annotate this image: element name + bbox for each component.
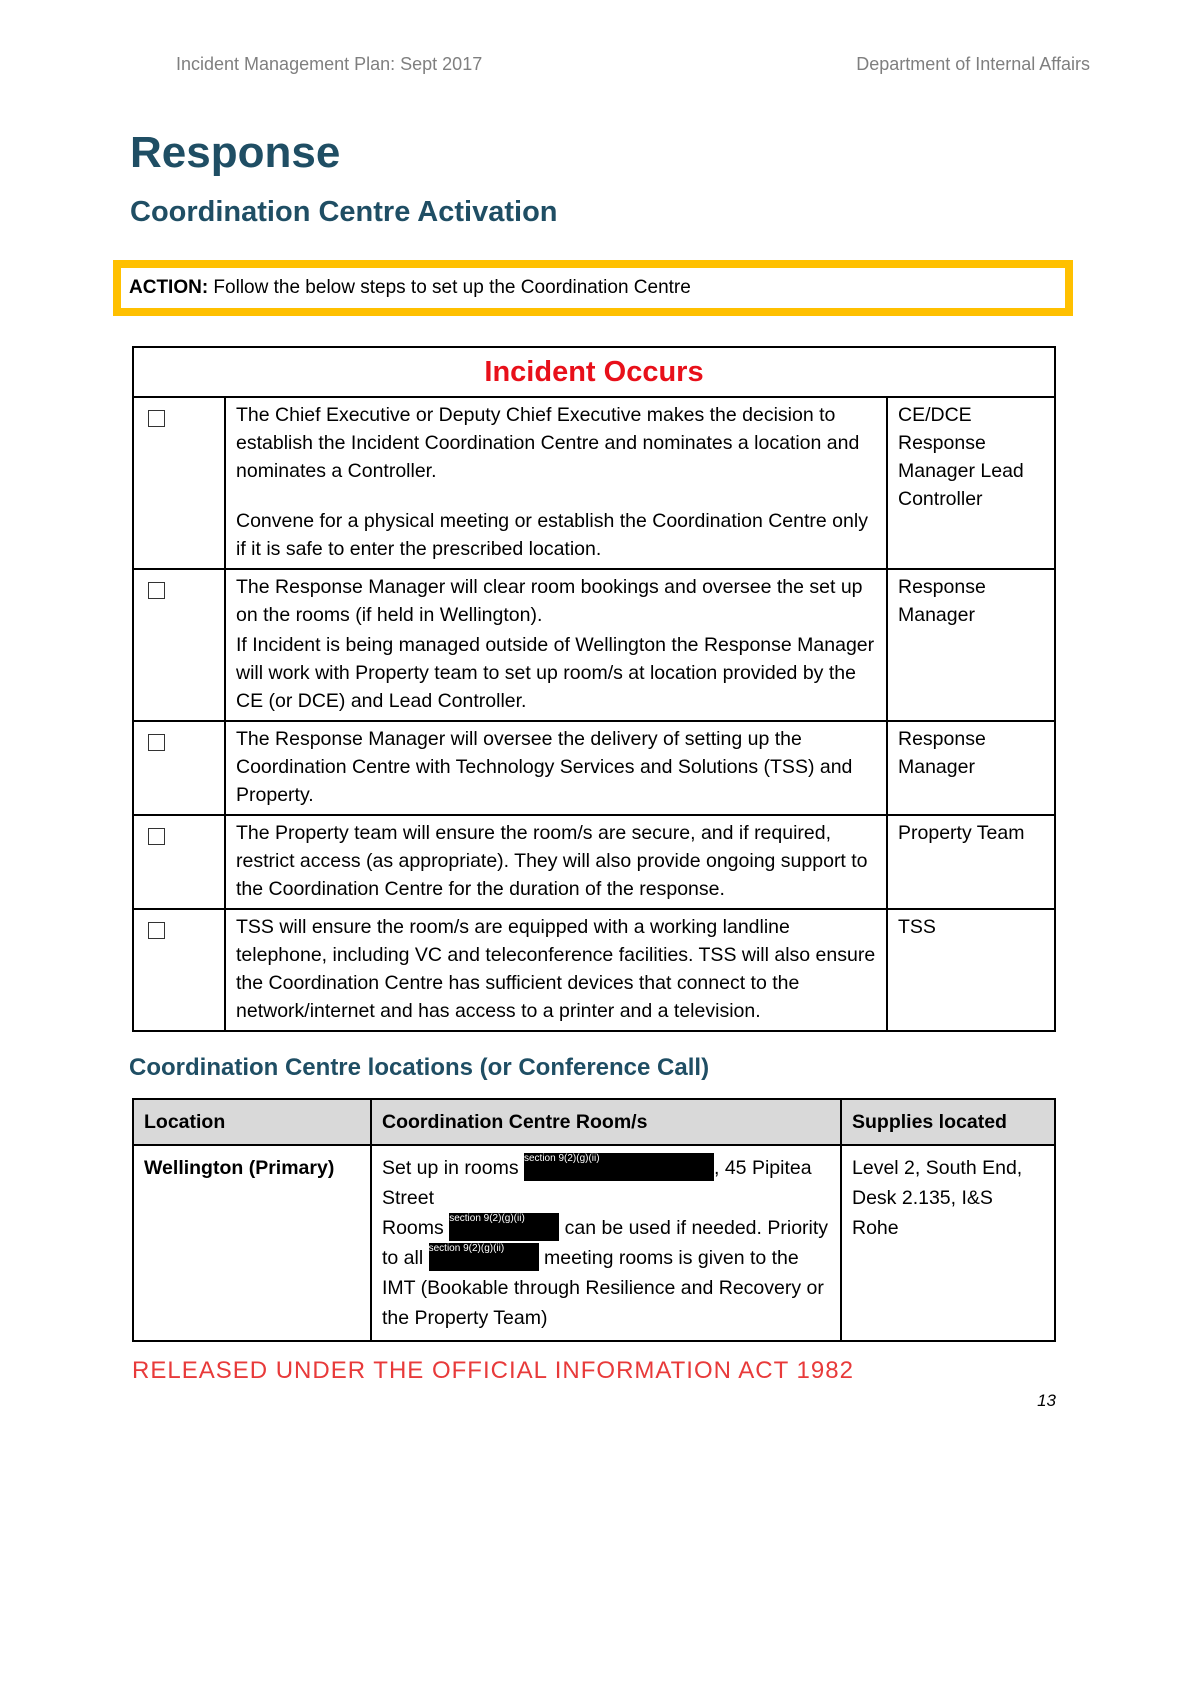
checkbox[interactable] xyxy=(148,734,165,751)
rooms-text: meeting rooms is given to the IMT (Bookable through Resilience and Recovery or the Property Team) xyxy=(382,1247,824,1329)
content-flow xyxy=(129,346,1056,1412)
header-document-title: Incident Management Plan: Sept 2017 xyxy=(176,54,483,74)
table-row xyxy=(133,1145,1055,1341)
release-watermark: RELEASED UNDER THE OFFICIAL INFORMATION ACT 1982 xyxy=(132,1357,854,1384)
checkbox[interactable] xyxy=(148,828,165,845)
table-row xyxy=(133,909,1055,1031)
action-text: Follow the below steps to set up the Coordination Centre xyxy=(208,277,691,298)
step-owner: TSS xyxy=(887,909,1055,1031)
checkbox[interactable] xyxy=(148,582,165,599)
checkbox[interactable] xyxy=(148,410,165,427)
column-header: Coordination Centre Room/s xyxy=(371,1099,841,1145)
action-callout xyxy=(113,260,1073,316)
column-header: Location xyxy=(133,1099,371,1145)
step-owner: Response Manager xyxy=(887,721,1055,815)
section-title: Coordination Centre Activation xyxy=(130,196,558,228)
table-row xyxy=(133,721,1055,815)
redaction-block: section 9(2)(g)(ii) xyxy=(449,1213,559,1241)
action-label: ACTION: xyxy=(129,277,209,298)
column-header: Supplies located xyxy=(841,1099,1055,1145)
redaction-block: section 9(2)(g)(ii) xyxy=(524,1153,714,1181)
table-row xyxy=(133,397,1055,569)
table-row xyxy=(133,815,1055,909)
step-text: The Property team will ensure the room/s are secure, and if required, restrict access (as appropriate). They will also provide ongoing support to the Coordination Centre for the duration of the response. xyxy=(225,815,887,909)
checklist-title: Incident Occurs xyxy=(133,347,1055,397)
step-owner: CE/DCE Response Manager Lead Controller xyxy=(887,397,1055,569)
step-text: The Response Manager will clear room bookings and oversee the set up on the rooms (if held in Wellington). xyxy=(236,576,863,626)
locations-heading: Coordination Centre locations (or Conference Call) xyxy=(129,1054,710,1081)
checkbox[interactable] xyxy=(148,922,165,939)
step-text-2: If Incident is being managed outside of Wellington the Response Manager will work with Property team to set up room/s at location provided by the CE (or DCE) and Lead Controller. xyxy=(236,634,875,712)
step-owner: Property Team xyxy=(887,815,1055,909)
step-owner: Response Manager xyxy=(887,569,1055,721)
location-name: Wellington (Primary) xyxy=(144,1157,335,1179)
rooms-text: Set up in rooms xyxy=(382,1157,519,1179)
rooms-text: Rooms xyxy=(382,1217,444,1239)
rooms-text: can be used if needed. Priority to all xyxy=(382,1217,829,1269)
supplies-location: Level 2, South End, Desk 2.135, I&S Rohe xyxy=(841,1145,1055,1341)
step-text-2: Convene for a physical meeting or establish the Coordination Centre only if it is safe to enter the prescribed location. xyxy=(236,510,868,560)
step-text: The Response Manager will oversee the delivery of setting up the Coordination Centre with Technology Services and Solutions (TSS) and Property. xyxy=(225,721,887,815)
step-text: The Chief Executive or Deputy Chief Executive makes the decision to establish the Incident Coordination Centre and nominates a location and nominates a Controller. xyxy=(236,404,860,482)
redaction-block: section 9(2)(g)(ii) xyxy=(429,1243,539,1271)
step-text: TSS will ensure the room/s are equipped with a working landline telephone, including VC and teleconference facilities. TSS will also ensure the Coordination Centre has sufficient devices that connect to the network/internet and has access to a printer and a television. xyxy=(225,909,887,1031)
table-row xyxy=(133,569,1055,721)
activation-checklist-table xyxy=(132,346,1056,1032)
header-department: Department of Internal Affairs xyxy=(856,54,1090,74)
rooms-text: , 45 Pipitea Street xyxy=(382,1157,812,1209)
locations-table xyxy=(132,1098,1056,1342)
page-number: 13 xyxy=(1037,1391,1056,1410)
rooms-cell xyxy=(371,1145,841,1341)
page-title: Response xyxy=(130,128,341,177)
